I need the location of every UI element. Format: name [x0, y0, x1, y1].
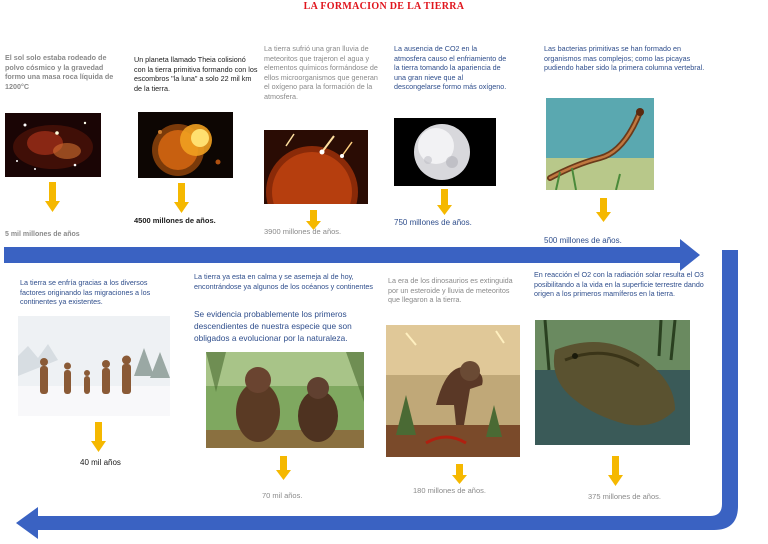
space-dust-image	[5, 113, 101, 177]
down-arrow-1	[45, 182, 60, 212]
event-date-8: 180 millones de años.	[413, 486, 486, 495]
down-arrow-4	[437, 189, 452, 219]
migration-image	[18, 316, 170, 416]
down-arrow-7	[276, 456, 291, 486]
meteor-shower-image	[264, 130, 368, 204]
page-title: LA FORMACION DE LA TIERRA	[303, 1, 465, 12]
event-date-9: 375 millones de años.	[588, 492, 661, 501]
event-date-5: 500 millones de años.	[544, 236, 622, 245]
event-text-7: La tierra ya esta en calma y se asemeja al de hoy, encontrándose ya algunos de los océanos y continentes	[194, 272, 374, 291]
down-arrow-5	[596, 198, 611, 228]
event-text-7b: Se evidencia probablemente los primeros descendientes de nuestra especie que son obligados a evolucionar por la naturaleza.	[194, 309, 352, 343]
event-text-5: Las bacterias primitivas se han formado en organismos mas complejos; como las picayas pudiendo haber sido la primera columna vertebral.	[544, 44, 705, 73]
event-date-3: 3900 millones de años.	[264, 227, 342, 236]
down-arrow-2	[174, 183, 189, 213]
down-arrow-9	[608, 456, 623, 486]
event-date-1: 5 mil millones de años	[5, 231, 80, 238]
event-text-1: El sol solo estaba rodeado de polvo cósmico y la gravedad formo una masa roca líquida de 1200°C	[5, 53, 114, 91]
event-text-9: En reacción el O2 con la radiación solar resulta el O3 posibilitando a la vida en la superficie terrestre dando origen a los primeros mamíferos en la tierra.	[534, 270, 704, 299]
event-text-3: La tierra sufrió una gran lluvia de meteoritos que trajeron el agua y elementos químicos formándose de ellos microorganismos que generan el oxígeno para la formación de la atmosfera.	[264, 44, 378, 101]
pikaia-image	[546, 98, 654, 190]
event-text-2: Un planeta llamado Theia colisionó con la tierra primitiva formando con los escombros "la luna" a solo 22 mil km de la tierra.	[134, 55, 258, 93]
dinosaur-extinction-image	[386, 325, 520, 457]
snowball-earth-image	[394, 118, 496, 186]
event-date-4: 750 millones de años.	[394, 218, 472, 227]
event-date-6: 40 mil años	[80, 458, 121, 467]
early-tetrapod-image	[535, 320, 690, 445]
event-date-7: 70 mil años.	[262, 491, 303, 500]
event-text-4: La ausencia de CO2 en la atmosfera causo el enfriamiento de la tierra tomando la apariencia de una gran nieve que al descongelarse formo más oxígeno.	[394, 44, 507, 92]
event-date-2: 4500 millones de años.	[134, 216, 216, 225]
theia-collision-image	[138, 112, 233, 178]
event-text-8: La era de los dinosaurios es extinguida por un esteroide y lluvia de meteoritos que llegaron a la tierra.	[388, 276, 513, 305]
down-arrow-6	[91, 422, 106, 452]
early-humans-image	[206, 352, 364, 448]
event-text-6: La tierra se enfría gracias a los diversos factores originando las migraciones a los continentes ya existentes.	[20, 278, 151, 307]
